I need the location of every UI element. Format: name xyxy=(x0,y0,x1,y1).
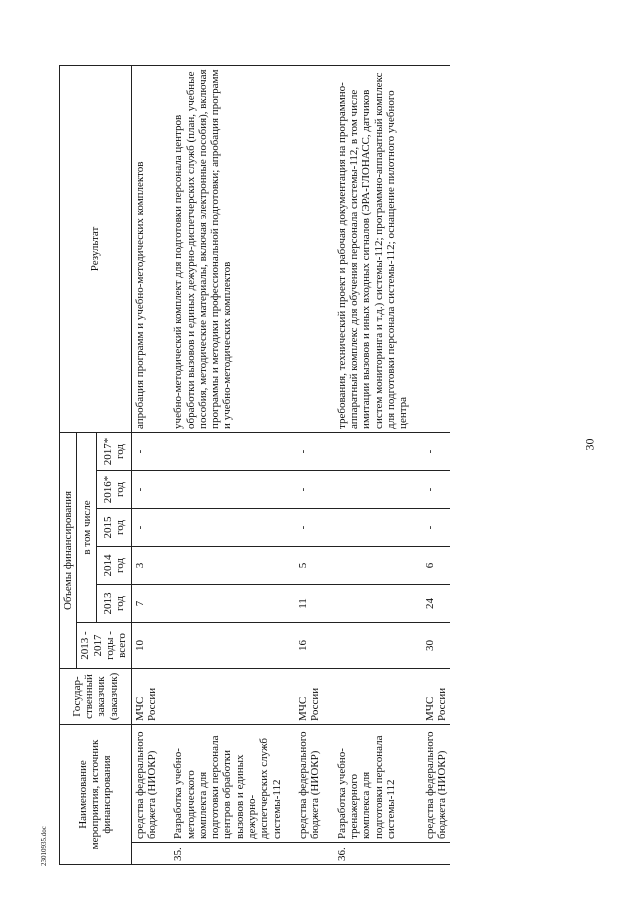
row-total xyxy=(170,623,285,669)
row-customer xyxy=(334,669,412,725)
header-2014: 2014 год xyxy=(97,547,131,585)
row-customer: МЧС России xyxy=(422,669,451,725)
row-2017: - xyxy=(295,432,324,470)
row-total: 30 xyxy=(422,623,451,669)
row-customer: МЧС России xyxy=(295,669,324,725)
row-result: учебно-методический комплект для подготовки персонала центров обработки вызовов и единых дежурно-диспетчерских служб (план, учебные пособия, методические материалы, включая электронные пособия), включая программы и методики профессиональной подготовки; апробация программ и учебно-методических комплектов xyxy=(170,66,285,433)
program-table-sheet xyxy=(59,65,579,865)
row-number xyxy=(422,843,451,865)
row-2013 xyxy=(334,585,412,623)
row-2014: 6 xyxy=(422,547,451,585)
row-2016 xyxy=(170,471,285,509)
row-customer xyxy=(170,669,285,725)
row-total: 10 xyxy=(131,623,160,669)
row-2015: - xyxy=(422,509,451,547)
header-funding: Объемы финансирования xyxy=(60,432,77,668)
table-row xyxy=(334,66,412,865)
row-2016 xyxy=(334,471,412,509)
row-2013: 24 xyxy=(422,585,451,623)
row-2016: - xyxy=(295,471,324,509)
header-incl: в том числе xyxy=(77,432,97,622)
row-2014 xyxy=(334,547,412,585)
row-2014: 5 xyxy=(295,547,324,585)
table-row xyxy=(131,66,160,865)
row-2013 xyxy=(170,585,285,623)
header-name: Наименование мероприятия, источник финансирования xyxy=(60,725,132,865)
row-name: Разработка учебно-тренажерного комплекса для подготовки персонала системы-112 xyxy=(334,725,412,843)
row-result: апробация программ и учебно-методических комплектов xyxy=(131,66,160,433)
table-row xyxy=(295,66,324,865)
row-2016: - xyxy=(131,471,160,509)
row-result: требования, технический проект и рабочая документация на программно-аппаратный комплекс для обучения персонала системы-112, в том числе имитации вызовов и иных входных сигналов (ЭРА-ГЛОНАСС, датчиков систем мониторинга и т.д.) системы-112; программно-аппаратный комплекс для подготовки персонала системы-112; оснащение пилотного учебного центра xyxy=(334,66,412,433)
row-total xyxy=(334,623,412,669)
row-2017 xyxy=(334,432,412,470)
row-name: Разработка учебно-методического комплекта для подготовки персонала центров обработки вызовов и единых дежурно-диспетчерских служб системы-112 xyxy=(170,725,285,843)
row-2013: 7 xyxy=(131,585,160,623)
row-2013: 11 xyxy=(295,585,324,623)
row-2017 xyxy=(170,432,285,470)
header-result: Результат xyxy=(60,66,132,433)
row-2015: - xyxy=(131,509,160,547)
row-result xyxy=(295,66,324,433)
row-number: 35. xyxy=(170,843,285,865)
row-2016: - xyxy=(422,471,451,509)
funding-table xyxy=(59,65,450,865)
table-row xyxy=(422,66,451,865)
row-2015 xyxy=(170,509,285,547)
row-2015 xyxy=(334,509,412,547)
row-name: средства федерального бюджета (НИОКР) xyxy=(131,725,160,843)
row-2015: - xyxy=(295,509,324,547)
header-customer: Государ-ственный заказчик (заказчик) xyxy=(60,669,132,725)
header-2016: 2016* год xyxy=(97,471,131,509)
row-2017: - xyxy=(131,432,160,470)
row-total: 16 xyxy=(295,623,324,669)
row-customer: МЧС России xyxy=(131,669,160,725)
row-name: средства федерального бюджета (НИОКР) xyxy=(295,725,324,843)
document-code: 23010935.doc xyxy=(40,826,48,866)
header-total: 2013 - 2017 годы - всего xyxy=(77,623,131,669)
header-2015: 2015 год xyxy=(97,509,131,547)
table-row xyxy=(170,66,285,865)
row-number xyxy=(131,843,160,865)
header-2017: 2017* год xyxy=(97,432,131,470)
row-result xyxy=(422,66,451,433)
row-number: 36. xyxy=(334,843,412,865)
row-2014: 3 xyxy=(131,547,160,585)
row-2014 xyxy=(170,547,285,585)
row-number xyxy=(295,843,324,865)
header-2013: 2013 год xyxy=(97,585,131,623)
row-name: средства федерального бюджета (НИОКР) xyxy=(422,725,451,843)
page-number: 30 xyxy=(582,438,597,451)
row-2017: - xyxy=(422,432,451,470)
